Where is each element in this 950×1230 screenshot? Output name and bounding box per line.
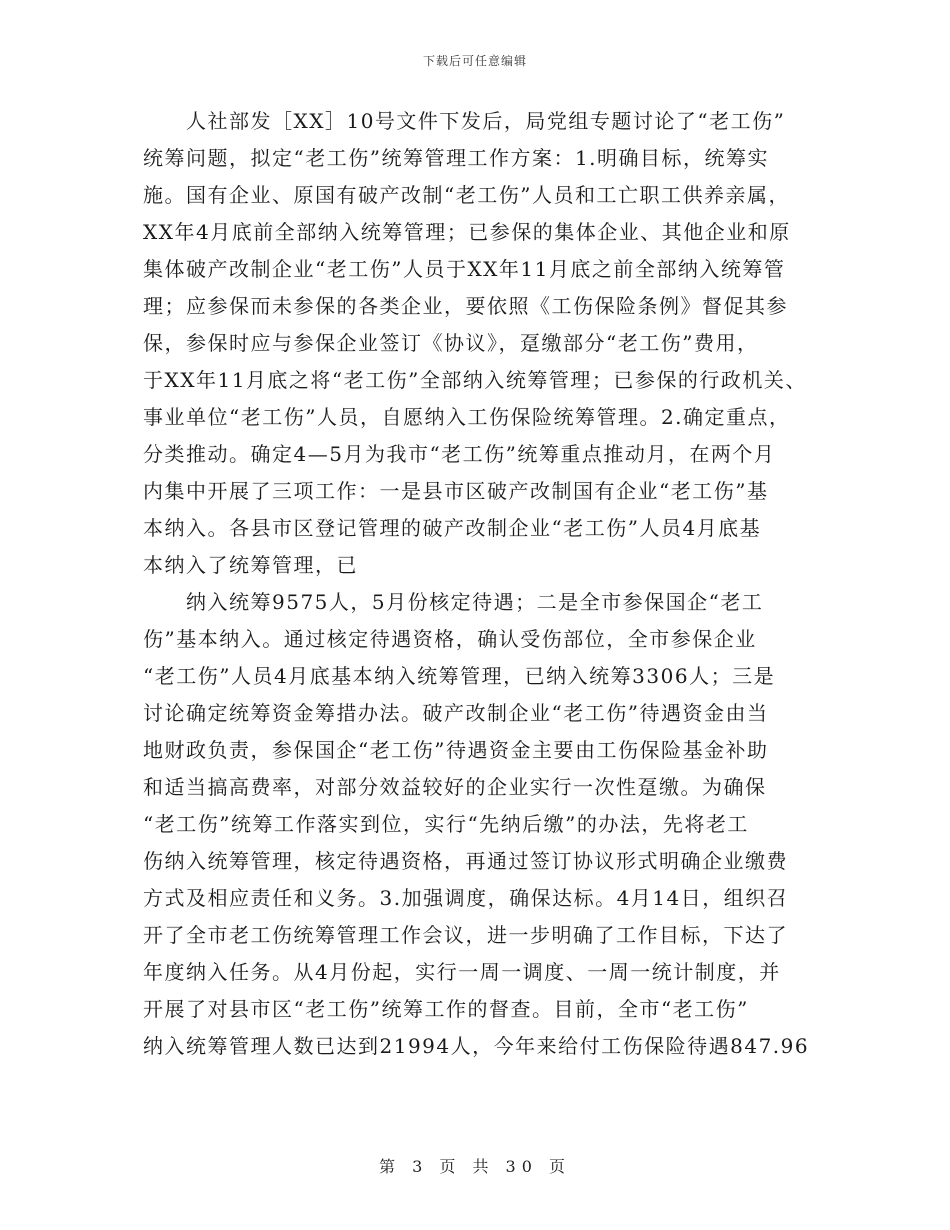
text-line: 方式及相应责任和义务。3.加强调度，确保达标。4月14日，组织召	[143, 886, 789, 910]
text-line: 统筹问题，拟定“老工伤”统筹管理工作方案：1.明确目标，统筹实	[143, 146, 770, 170]
text-line: 开展了对县市区“老工伤”统筹工作的督查。目前，全市“老工伤”	[143, 997, 749, 1021]
text-line: 和适当搞高费率，对部分效益较好的企业实行一次性趸缴。为确保	[143, 775, 767, 799]
text-line: 本纳入。各县市区登记管理的破产改制企业“老工伤”人员4月底基	[143, 516, 762, 540]
page-header-note: 下载后可任意编辑	[422, 54, 527, 68]
text-line: 保，参保时应与参保企业签订《协议》，趸缴部分“老工伤”费用，	[143, 331, 759, 355]
text-line: 年度纳入任务。从4月份起，实行一周一调度、一周一统计制度，并	[143, 960, 781, 984]
text-line: 开了全市老工伤统筹管理工作会议，进一步明确了工作目标，下达了	[143, 923, 788, 947]
text-line: 集体破产改制企业“老工伤”人员于XX年11月底之前全部纳入统筹管	[143, 257, 786, 281]
text-line: 地财政负责，参保国企“老工伤”待遇资金主要由工伤保险基金补助	[143, 738, 769, 762]
text-line: 本纳入了统筹管理，已	[143, 553, 358, 577]
text-line: 伤”基本纳入。通过核定待遇资格，确认受伤部位，全市参保企业	[143, 627, 757, 651]
text-line: 理；应参保而未参保的各类企业，要依照《工伤保险条例》督促其参	[143, 294, 788, 318]
text-line: 内集中开展了三项工作：一是县市区破产改制国有企业“老工伤”基	[143, 479, 769, 503]
page-number-footer: 第 3 页 共 30 页	[379, 1157, 571, 1176]
text-line: XX年4月底前全部纳入统筹管理；已参保的集体企业、其他企业和原	[143, 220, 791, 244]
document-body	[0, 104, 950, 1084]
text-line: 事业单位“老工伤”人员，自愿纳入工伤保险统筹管理。2.确定重点，	[143, 405, 791, 429]
text-line: 分类推动。确定4—5月为我市“老工伤”统筹重点推动月，在两个月	[143, 442, 776, 466]
text-line: 人社部发［XX］10号文件下发后，局党组专题讨论了“老工伤”	[143, 109, 786, 133]
text-line: 伤纳入统筹管理，核定待遇资格，再通过签订协议形式明确企业缴费	[143, 849, 788, 873]
text-line: “老工伤”人员4月底基本纳入统筹管理，已纳入统筹3306人；三是	[143, 664, 776, 688]
text-line: 施。国有企业、原国有破产改制“老工伤”人员和工亡职工供养亲属，	[143, 183, 790, 207]
text-line: 纳入统筹9575人，5月份核定待遇；二是全市参保国企“老工	[143, 590, 764, 614]
text-line: 纳入统筹管理人数已达到21994人，今年来给付工伤保险待遇847.96	[143, 1034, 810, 1058]
text-line: 讨论确定统筹资金筹措办法。破产改制企业“老工伤”待遇资金由当	[143, 701, 769, 725]
text-line: “老工伤”统筹工作落实到位，实行“先纳后缴”的办法，先将老工	[143, 812, 749, 836]
text-line: 于XX年11月底之将“老工伤”全部纳入统筹管理；已参保的行政机关、	[143, 368, 807, 392]
